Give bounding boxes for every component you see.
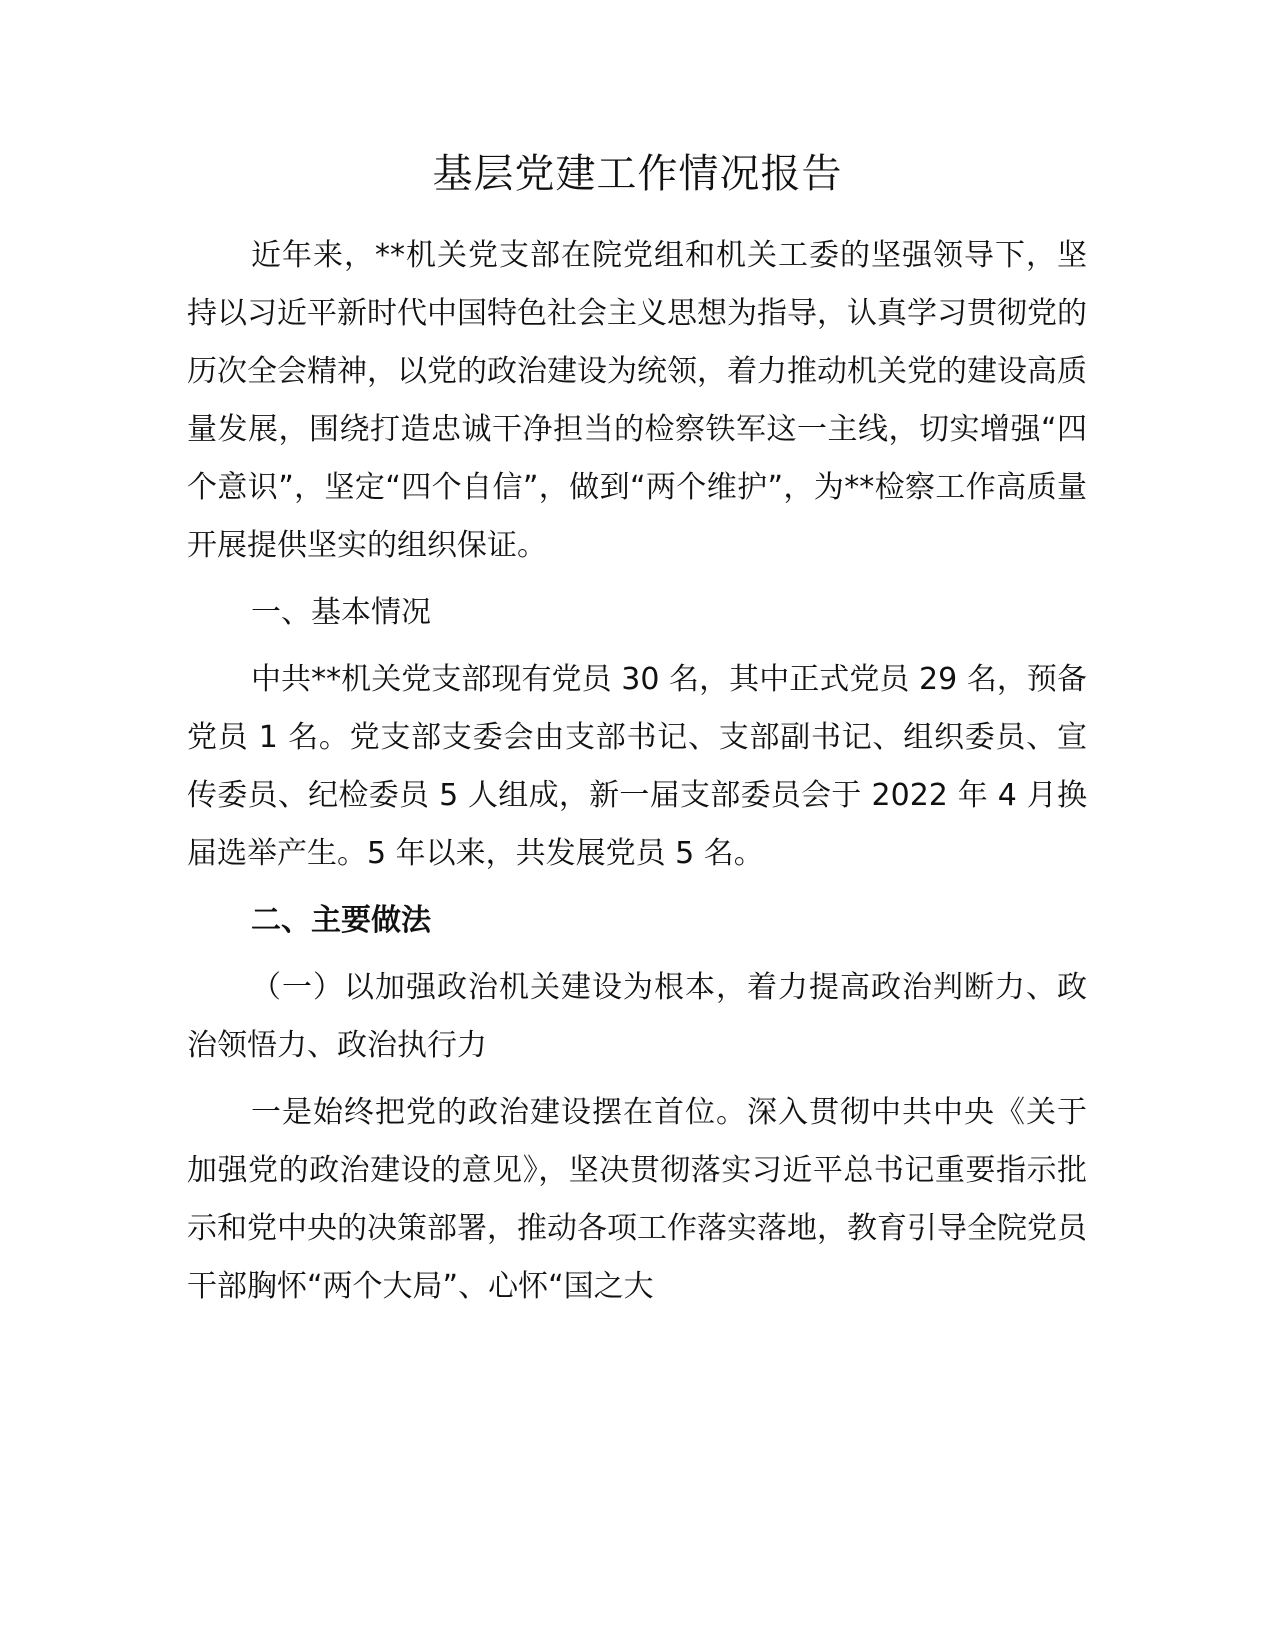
subsection-heading-political: （一）以加强政治机关建设为根本，着力提高政治判断力、政治领悟力、政治执行力: [187, 970, 1087, 1063]
section-heading-basic: 一、基本情况: [251, 595, 431, 630]
intro-paragraph: 近年来，**机关党支部在院党组和机关工委的坚强领导下，坚持以习近平新时代中国特色社会主义思想为指导，认真学习贯彻党的历次全会精神，以党的政治建设为统领，着力推动机关党的建设高质量发展，围绕打造忠诚干净担当的检察铁军这一主线，切实增强“四个意识”，坚定“四个自信”，做到“两个维护”，为**检察工作高质量开展提供坚实的组织保证。: [187, 238, 1087, 563]
political-building-paragraph: 一是始终把党的政治建设摆在首位。深入贯彻中共中央《关于加强党的政治建设的意见》，坚决贯彻落实习近平总书记重要指示批示和党中央的决策部署，推动各项工作落实落地，教育引导全院党员干部胸怀“两个大局”、心怀“国之大: [187, 1095, 1087, 1304]
basic-info-paragraph: 中共**机关党支部现有党员 30 名，其中正式党员 29 名，预备党员 1 名。党支部支委会由支部书记、支部副书记、组织委员、宣传委员、纪检委员 5 人组成，新一届支部委员会于 2022 年 4 月换届选举产生。5 年以来，共发展党员 5 名。: [187, 662, 1087, 871]
document-title: 基层党建工作情况报告: [432, 151, 843, 197]
document-body: [187, 227, 1087, 1316]
section-heading-practices: 二、主要做法: [251, 903, 431, 938]
